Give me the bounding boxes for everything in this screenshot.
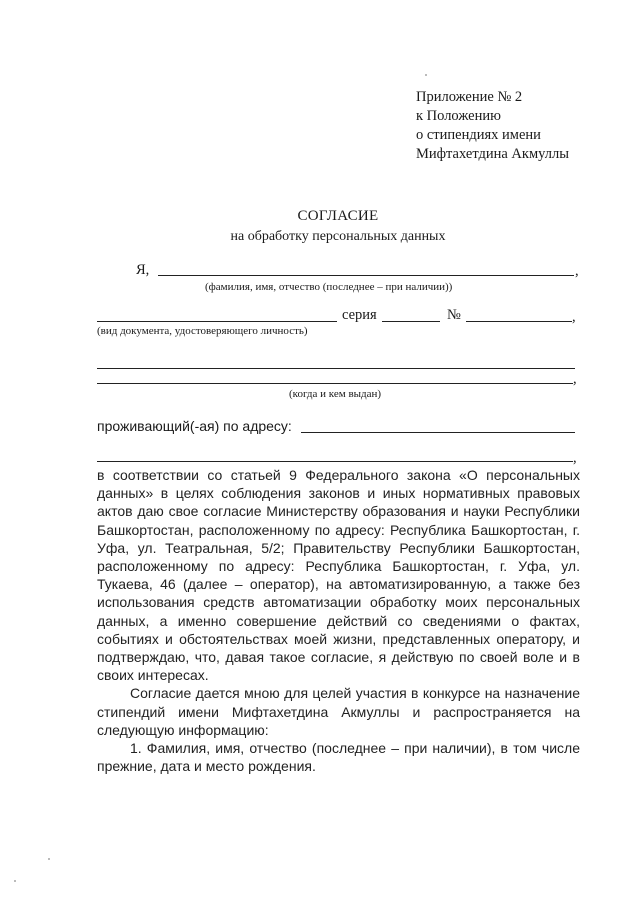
document-title: СОГЛАСИЕ bbox=[297, 208, 379, 224]
number-field-line[interactable] bbox=[466, 321, 572, 322]
fio-caption: (фамилия, имя, отчество (последнее – при наличии)) bbox=[205, 281, 453, 293]
paragraph-item-1: 1. Фамилия, имя, отчество (последнее – при наличии), в том числе прежние, дата и место рождения. bbox=[97, 740, 580, 775]
document-type-field-line[interactable] bbox=[97, 321, 337, 322]
annex-block bbox=[416, 88, 569, 164]
address-comma: , bbox=[573, 450, 577, 466]
issued-field-line-2[interactable] bbox=[97, 383, 573, 384]
issued-field-line-1[interactable] bbox=[97, 368, 575, 369]
series-label: серия bbox=[342, 307, 377, 323]
number-comma: , bbox=[572, 309, 576, 325]
fio-field-line[interactable] bbox=[158, 275, 574, 276]
annex-line-3: о стипендиях имени bbox=[416, 127, 541, 143]
fio-comma: , bbox=[575, 263, 579, 279]
issued-caption: (когда и кем выдан) bbox=[289, 388, 382, 400]
consent-body bbox=[97, 466, 580, 775]
paragraph-purpose: Согласие дается мною для целей участия в конкурсе на назначение стипендий имени Мифтахетдина Акмуллы и распространяется на следующую информацию: bbox=[97, 685, 580, 738]
i-label: Я, bbox=[136, 262, 150, 278]
scan-speck bbox=[48, 858, 50, 860]
document-subtitle: на обработку персональных данных bbox=[230, 229, 446, 244]
series-field-line[interactable] bbox=[382, 321, 440, 322]
address-field-line-2[interactable] bbox=[97, 461, 573, 462]
annex-line-2: к Положению bbox=[416, 108, 501, 124]
address-label: проживающий(-ая) по адресу: bbox=[97, 418, 292, 434]
annex-line-4: Мифтахетдина Акмуллы bbox=[416, 146, 569, 162]
scan-speck bbox=[425, 74, 427, 76]
issued-comma: , bbox=[573, 371, 577, 387]
paragraph-legal-basis: в соответствии со статьей 9 Федерального закона «О персональных данных» в целях соблюдения законов и иных нормативных правовых актов даю свое согласие Министерству образования и науки Республики Башкортостан, расположенному по адресу: Республика Башкортостан, г. Уфа, ул. Театральная, 5/2; Правительству Республики Башкортостан, расположенному по адресу: Республика Башкортостан, г. Уфа, ул. Тукаева, 46 (далее – оператор), на автоматизированную, а также без использования средств автоматизации обработку моих персональных данных, а именно совершение действий со сведениями о фактах, событиях и обстоятельствах моей жизни, представленных оператору, и подтверждаю, что, давая такое согласие, я действую по своей воле и в своих интересах. bbox=[97, 467, 580, 684]
address-field-line-1[interactable] bbox=[301, 432, 575, 433]
annex-line-1: Приложение № 2 bbox=[416, 89, 523, 105]
document-caption: (вид документа, удостоверяющего личность) bbox=[97, 325, 308, 337]
number-label: № bbox=[447, 307, 461, 323]
scan-speck bbox=[14, 880, 16, 882]
